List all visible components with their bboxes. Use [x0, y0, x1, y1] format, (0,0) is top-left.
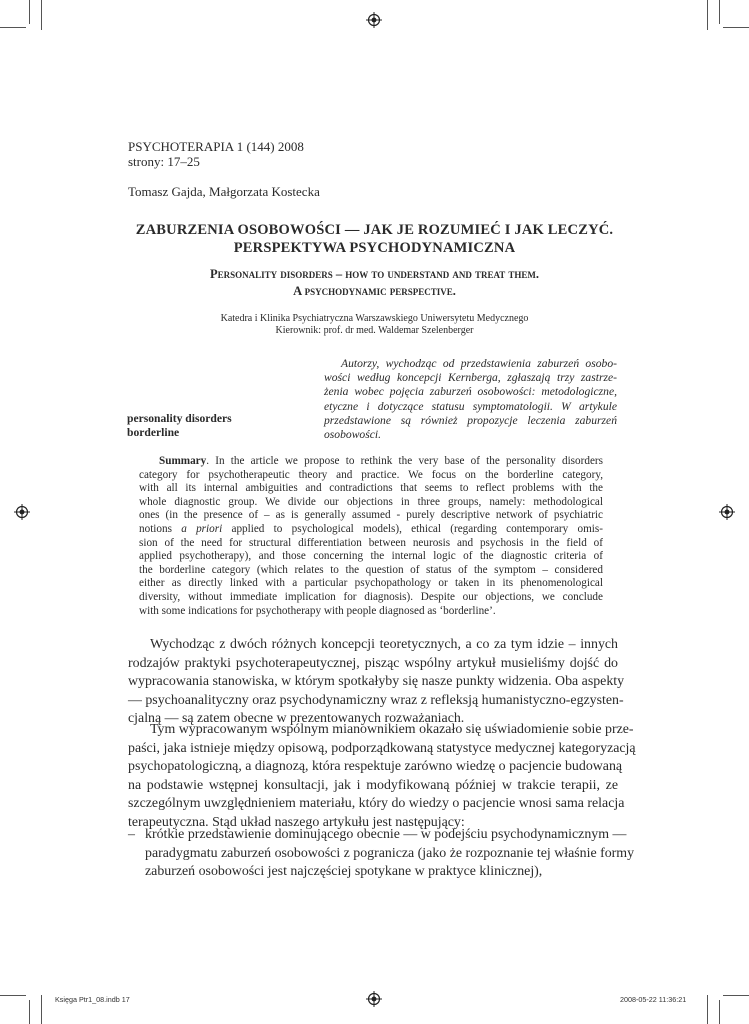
crop-mark [723, 995, 749, 996]
body-line: paradygmatu zaburzeń osobowości z pogranicza (jako że rozpoznanie tej właśnie formy [145, 845, 635, 861]
summary-line: whole diagnostic group. We divide our objections in three groups, namely: methodological [139, 495, 603, 508]
summary-text: . In the article we propose to rethink the very base of the personality disorders [206, 455, 603, 467]
affiliation-line2: Kierownik: prof. dr med. Waldemar Szelenberger [275, 325, 474, 336]
summary-label: Summary [159, 455, 207, 467]
crop-mark [41, 995, 42, 1024]
body-line: szczególnym uwzględnieniem materiału, który do wiedzy o pacjencie wnosi sama relacja [128, 796, 625, 811]
summary-line: the borderline category (which relates to the question of status of the symptom – considered [139, 563, 603, 576]
abstract-line: Autorzy, wychodząc od przedstawienia zaburzeń osobo- [341, 357, 617, 370]
abstract-line: żenia wobec pojęcia zaburzeń osobowości: metodologiczne, [324, 385, 617, 399]
registration-mark-icon [366, 991, 382, 1007]
body-line: paści, jaka istnieje między opisową, podporządkowaną statystyce medycznej kategoryzacją [128, 740, 636, 756]
summary-line [139, 523, 603, 537]
summary [139, 455, 603, 618]
registration-mark-icon [366, 12, 382, 28]
crop-mark [707, 995, 708, 1024]
crop-mark [29, 1000, 30, 1024]
summary-line: category for psychotherapeutic theory and practice. We focus on the borderline category, [139, 468, 603, 481]
abstract-pl [324, 357, 617, 442]
abstract-line: etyczne i dotyczące statusu symptomatologii. W artykule [324, 399, 617, 413]
journal-citation: PSYCHOTERAPIA 1 (144) 2008 [128, 139, 304, 154]
body-line: terapeutyczna. Stąd układ naszego artykułu jest następujący: [128, 814, 465, 830]
body-line: — psychoanalityczny oraz psychodynamiczny wraz z refleksją humanistyczno-egzysten- [128, 692, 624, 708]
registration-mark-icon [719, 504, 735, 520]
body-line: Tym wypracowanym wspólnym mianownikiem okazało się uświadomienie sobie prze- [150, 722, 634, 737]
affiliation-line1: Katedra i Klinika Psychiatryczna Warszawskiego Uniwersytetu Medycznego [220, 313, 529, 324]
title-en-line2: A psychodynamic perspective. [293, 284, 456, 298]
title-en-line1: Personality disorders – how to understand and treat them. [209, 267, 540, 281]
body-line: rodzajów praktyki psychoterapeutycznej, pisząc wspólny artykuł musieliśmy dojść do [128, 655, 618, 671]
body-line: krótkie przedstawienie dominującego obecnie — w podejściu psychodynamicznym — [145, 827, 627, 842]
crop-mark [29, 0, 30, 24]
keyword: borderline [127, 426, 180, 439]
summary-line: with all its internal ambiguities and contradictions that seems to reflect problems with the [139, 482, 603, 495]
summary-line: either as directly linked with a particular psychopathology or taken in its phenomenological [139, 577, 603, 590]
page-range: strony: 17–25 [128, 154, 200, 169]
body-line: na podstawie wstępnej konsultacji, jak i modyfikowaną później w trakcie terapii, ze [128, 777, 618, 793]
body-line: zaburzeń osobowości jest najczęściej spotykane w praktyce klinicznej), [145, 864, 543, 879]
bullet-dash: – [128, 827, 135, 842]
crop-mark [0, 995, 26, 996]
body-line: wypracowania stanowiska, w którym spotkałyby się nasze punkty widzenia. Oba aspekty [128, 674, 625, 689]
title-pl-line2: PERSPEKTYWA PSYCHODYNAMICZNA [233, 240, 516, 256]
footer-timestamp: 2008-05-22 11:36:21 [620, 995, 687, 1004]
summary-line [139, 455, 603, 469]
authors: Tomasz Gajda, Małgorzata Kostecka [128, 184, 320, 199]
crop-mark [719, 0, 720, 24]
body-line: Wychodząc z dwóch różnych koncepcji teoretycznych, a co za tym idzie – innych [150, 637, 618, 652]
body-paragraph-1 [128, 636, 625, 729]
crop-mark [41, 0, 42, 30]
summary-line: applied psychotherapy), and those concerning the internal logic of the diagnostic criteria of [139, 550, 603, 563]
summary-italic: a priori [181, 522, 223, 535]
registration-mark-icon [14, 504, 30, 520]
body-paragraph-2 [128, 721, 636, 832]
body-line: psychopatologiczną, a diagnozą, która respektuje zarówno wiedzę o pacjencie budowaną [128, 759, 623, 774]
crop-mark [719, 1000, 720, 1024]
bullet-item [145, 826, 635, 882]
abstract-line: wości według koncepcji Kernberga, zgłaszają trzy zastrze- [324, 371, 617, 385]
crop-mark [707, 0, 708, 30]
summary-text: applied to psychological models), ethical (regarding contemporary omis- [222, 522, 603, 535]
summary-line: ones (in the presence of – as is generally assumed - purely descriptive network of psychiatric [139, 509, 603, 522]
footer-file: Księga Ptr1_08.indb 17 [55, 995, 130, 1004]
summary-line: with some indications for psychotherapy with people diagnosed as ‘borderline’. [139, 604, 496, 617]
abstract-line: osobowości. [324, 428, 382, 442]
crop-mark [723, 27, 749, 28]
summary-line: diversity, without immediate implication for diagnosis). Despite our objections, we conclude [139, 590, 603, 603]
summary-text: notions [139, 522, 182, 535]
title-pl-line1: ZABURZENIA OSOBOWOŚCI — JAK JE ROZUMIEĆ I JAK LECZYĆ. [135, 222, 614, 238]
keyword: personality disorders [127, 412, 232, 425]
body-line: cjalną — są zatem obecne w prezentowanych rozważaniach. [128, 711, 465, 726]
abstract-line: przedstawione są również propozycje leczenia zaburzeń [324, 413, 617, 427]
crop-mark [0, 27, 26, 28]
summary-line: sion of the need for structural differentiation between neurosis and psychosis in the field of [139, 536, 603, 549]
